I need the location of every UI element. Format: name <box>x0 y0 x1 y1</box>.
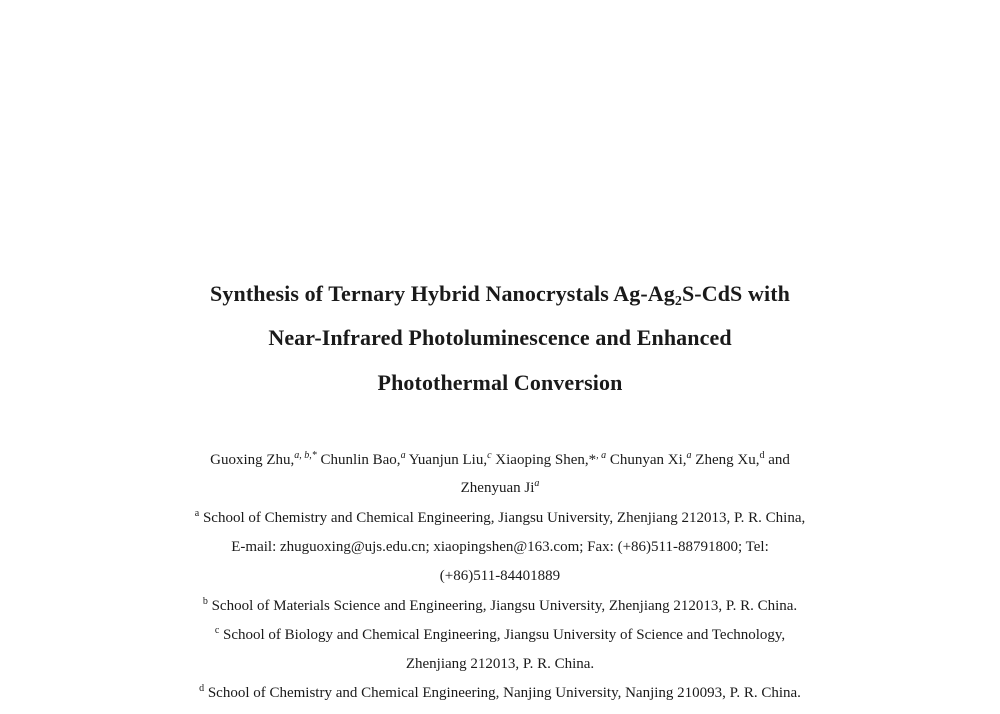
author-name: Zhenyuan Ji <box>460 480 535 496</box>
author-name: Chunlin Bao, <box>320 452 401 468</box>
author-affiliation-mark: a <box>534 478 540 489</box>
author-name: Chunyan Xi, <box>609 452 687 468</box>
title-subscript: 2 <box>674 294 682 309</box>
author-name: Zheng Xu, <box>695 452 760 468</box>
affiliation-c-continued: Zhenjiang 212013, P. R. China. <box>405 656 595 672</box>
author-name: Xiaoping Shen,* <box>495 452 597 468</box>
author-conjunction: and <box>768 452 790 468</box>
contact-info-continued: (+86)511-84401889 <box>439 568 561 584</box>
author-name: Yuanjun Liu, <box>408 452 488 468</box>
author-affiliation-mark: a <box>400 450 406 461</box>
affiliation-marker: d <box>199 683 205 694</box>
title-text: Synthesis of Ternary Hybrid Nanocrystals Ag-Ag <box>210 281 675 306</box>
author-affiliation-mark: c <box>487 450 492 461</box>
affiliation-text: School of Chemistry and Chemical Engineering, Jiangsu University, Zhenjiang 212013, P. R. China, <box>202 510 806 526</box>
affiliation-marker: b <box>202 596 208 607</box>
affiliation-d <box>0 685 1000 702</box>
affiliation-a <box>0 510 1000 527</box>
author-list <box>0 452 1000 469</box>
paper-title-line-3: Photothermal Conversion <box>377 370 623 395</box>
affiliation-marker: a <box>194 508 200 519</box>
paper-title-line-2: Near-Infrared Photoluminescence and Enhanced <box>268 325 732 350</box>
author-affiliation-mark: a <box>686 450 692 461</box>
affiliation-c <box>0 627 1000 644</box>
affiliation-text: School of Materials Science and Engineering, Jiangsu University, Zhenjiang 212013, P. R. China. <box>211 598 798 614</box>
author-name: Guoxing Zhu, <box>210 452 295 468</box>
author-list-continued <box>0 480 1000 497</box>
author-affiliation-mark: a, b,* <box>294 450 317 461</box>
affiliation-b <box>0 598 1000 615</box>
paper-title-line-1 <box>0 281 1000 307</box>
title-text: S-CdS with <box>681 281 790 306</box>
affiliation-text: School of Biology and Chemical Engineering, Jiangsu University of Science and Technology, <box>223 627 786 643</box>
affiliation-text: School of Chemistry and Chemical Engineering, Nanjing University, Nanjing 210093, P. R. China. <box>207 685 801 701</box>
affiliation-marker: c <box>214 625 220 636</box>
author-affiliation-mark: , a <box>596 450 607 461</box>
author-affiliation-mark: d <box>759 450 765 461</box>
contact-info: E-mail: zhuguoxing@ujs.edu.cn; xiaopingshen@163.com; Fax: (+86)511-88791800; Tel: <box>231 539 769 555</box>
